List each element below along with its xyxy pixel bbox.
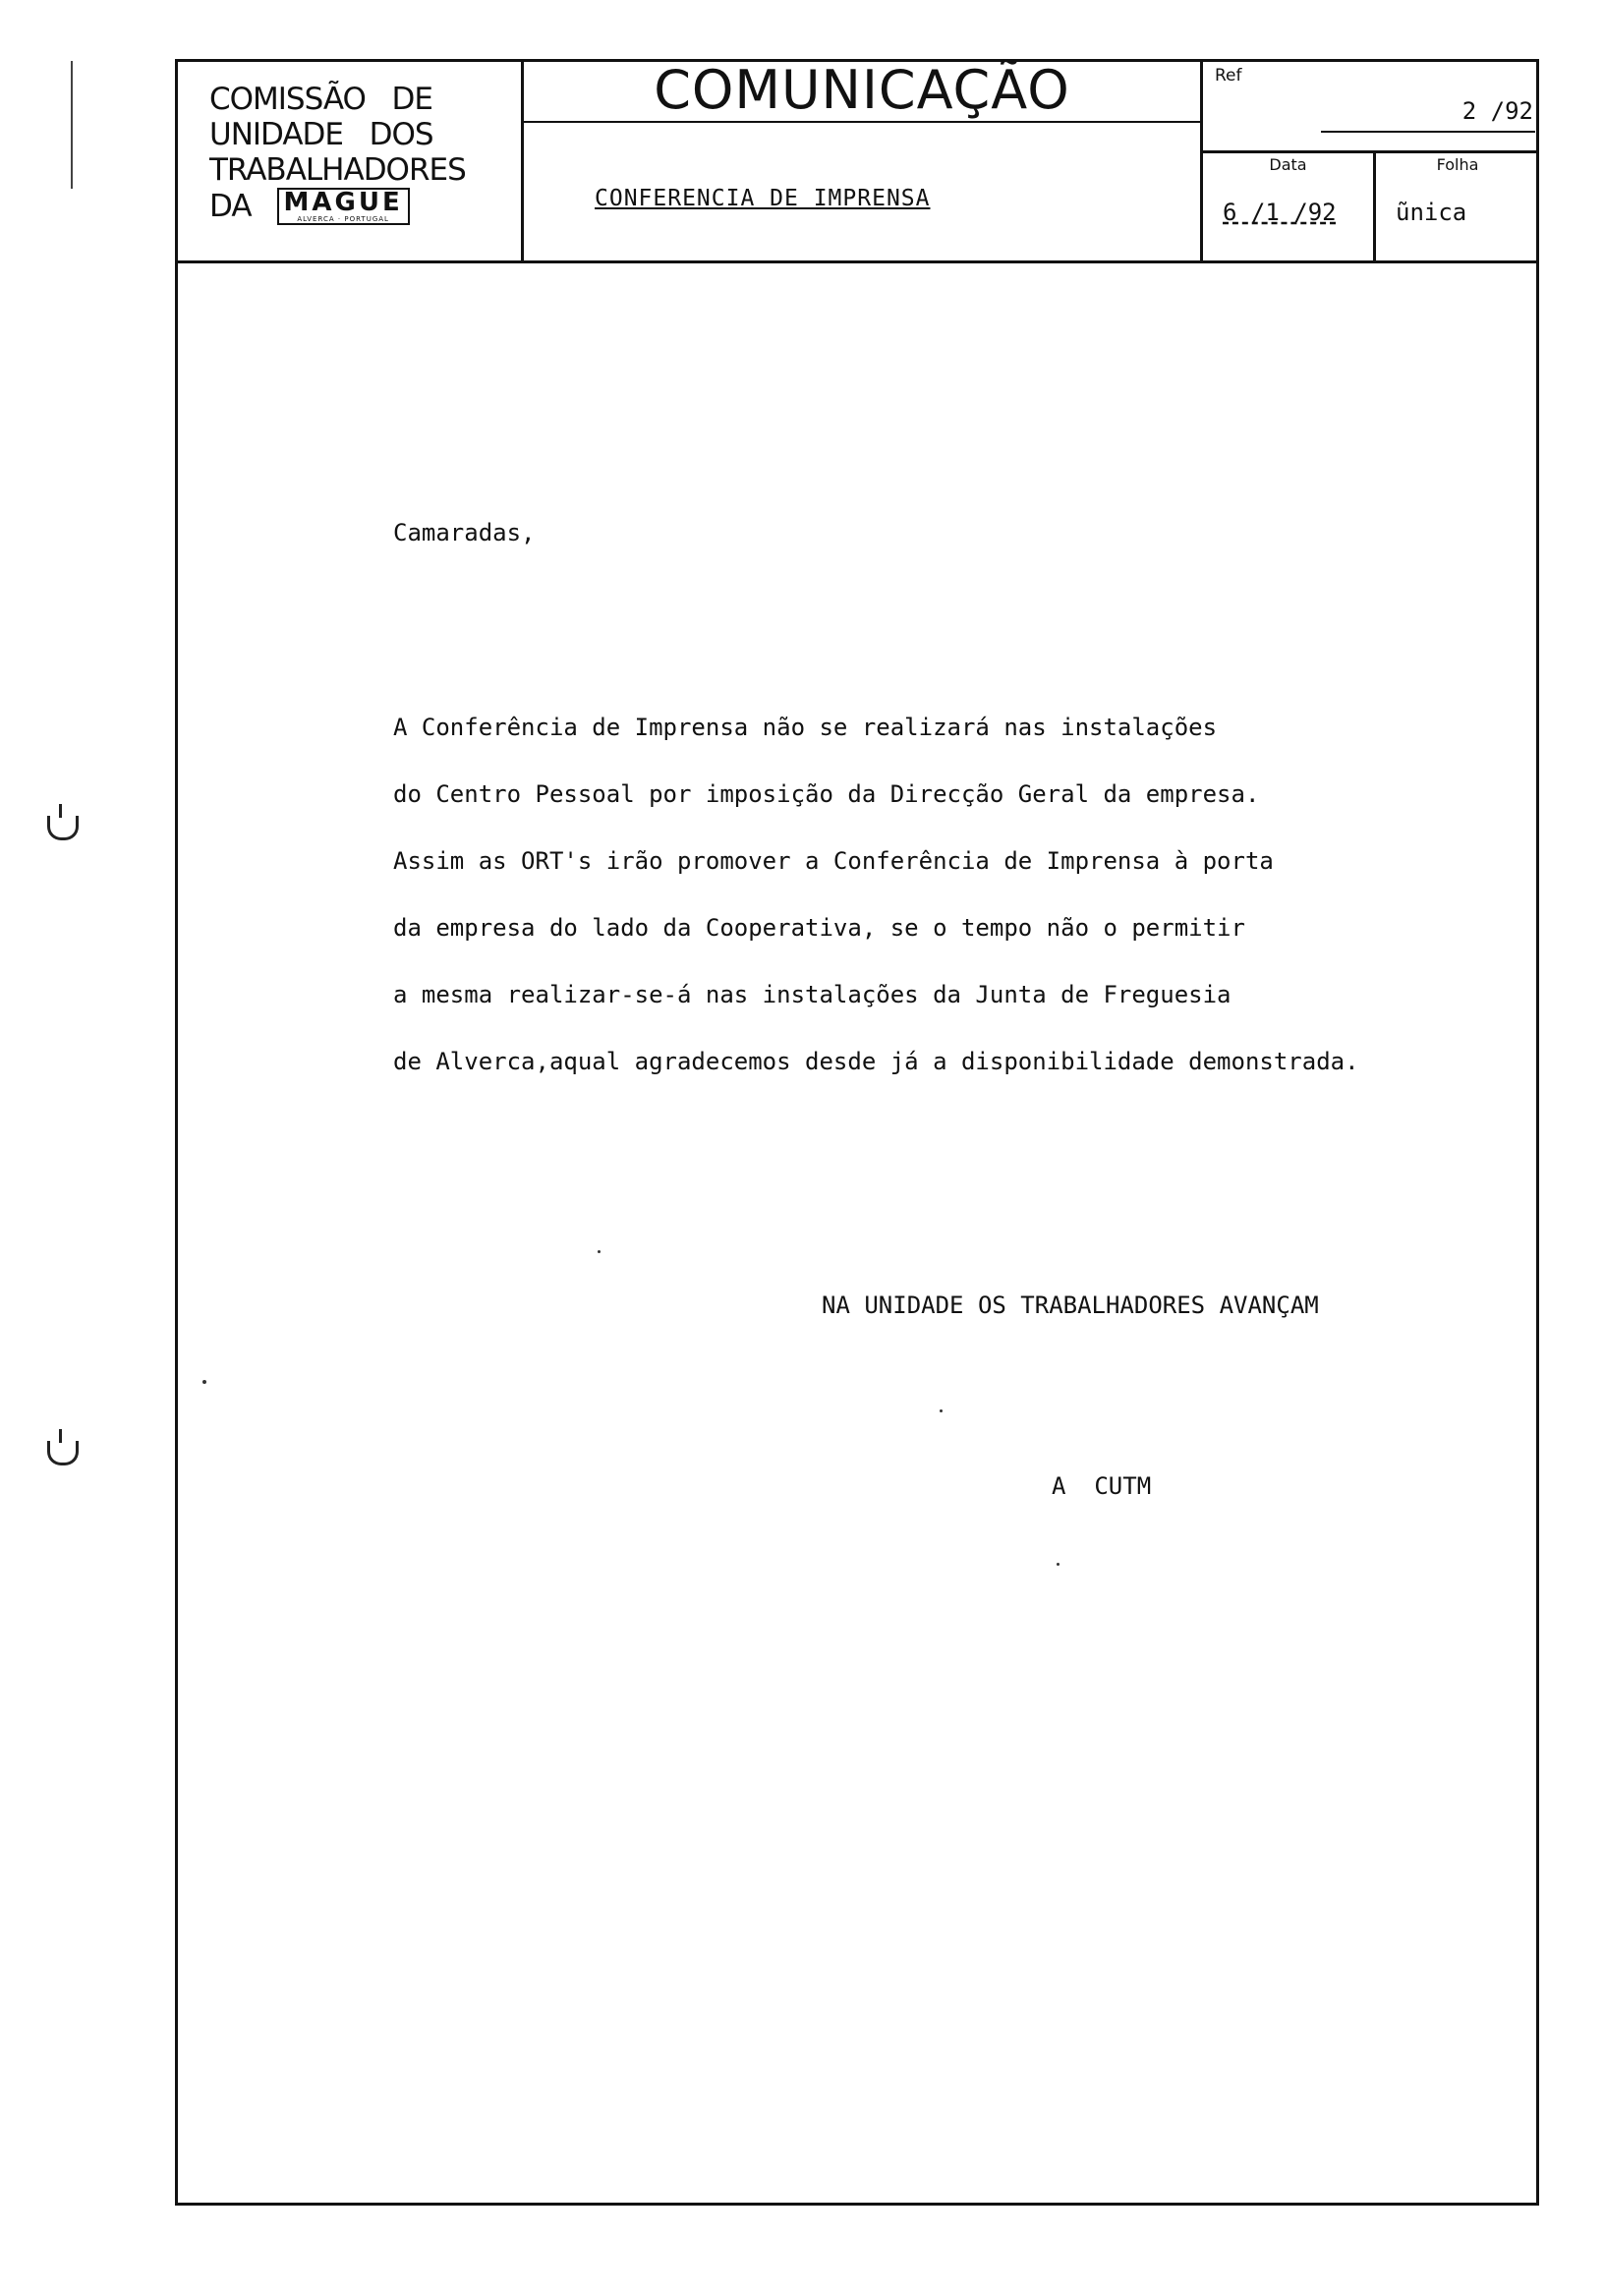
- organization-name: [178, 62, 524, 260]
- org-line: TRABALHADORES: [209, 152, 466, 188]
- document-subject: CONFERENCIA DE IMPRENSA: [595, 186, 931, 211]
- signature: A CUTM: [1052, 1472, 1152, 1500]
- scan-speck: [940, 1409, 943, 1412]
- scan-speck: [1057, 1563, 1060, 1566]
- document-frame: [175, 59, 1539, 2206]
- ref-label: Ref: [1215, 66, 1242, 86]
- paragraph-line: A Conferência de Imprensa não se realizará nas instalações: [393, 714, 1218, 741]
- margin-line: [71, 61, 73, 189]
- reference-box: [1203, 62, 1539, 260]
- sheet-cell: [1376, 153, 1539, 260]
- org-line: COMISSÃO DE: [209, 82, 432, 117]
- mague-logo: [277, 188, 410, 225]
- scan-speck: [598, 1250, 601, 1253]
- paragraph-line: do Centro Pessoal por imposição da Direcção Geral da empresa.: [393, 780, 1260, 808]
- logo-subtext: ALVERCA · PORTUGAL: [297, 215, 389, 223]
- org-line: DA: [209, 189, 252, 224]
- date-value: 6 /1 /92: [1223, 199, 1337, 226]
- logo-text: MAGUE: [283, 188, 403, 217]
- sheet-value: ũnica: [1396, 199, 1467, 226]
- punch-hole-mark: [47, 1441, 79, 1465]
- closing-slogan: NA UNIDADE OS TRABALHADORES AVANÇAM: [822, 1292, 1319, 1319]
- ref-value: 2 /92: [1461, 97, 1533, 125]
- paragraph-line: a mesma realizar-se-á nas instalações da Junta de Freguesia: [393, 981, 1232, 1008]
- sheet-label: Folha: [1436, 155, 1479, 174]
- title-box: [524, 59, 1203, 260]
- paragraph-line: Assim as ORT's irão promover a Conferência de Imprensa à porta: [393, 847, 1274, 875]
- paragraph-line: de Alverca,aqual agradecemos desde já a disponibilidade demonstrada.: [393, 1048, 1359, 1075]
- document-title: COMUNICAÇÃO: [524, 62, 1200, 123]
- letterhead: [178, 59, 1536, 263]
- date-sheet-row: [1203, 150, 1539, 260]
- paragraph-line: da empresa do lado da Cooperativa, se o tempo não o permitir: [393, 914, 1245, 942]
- punch-hole-mark: [47, 816, 79, 840]
- org-logo-row: [209, 188, 521, 225]
- date-cell: [1203, 153, 1376, 260]
- date-label: Data: [1269, 155, 1307, 174]
- salutation: Camaradas,: [393, 519, 536, 546]
- ref-underline: [1321, 131, 1535, 133]
- scan-speck: [202, 1380, 206, 1384]
- org-line: UNIDADE DOS: [209, 117, 433, 152]
